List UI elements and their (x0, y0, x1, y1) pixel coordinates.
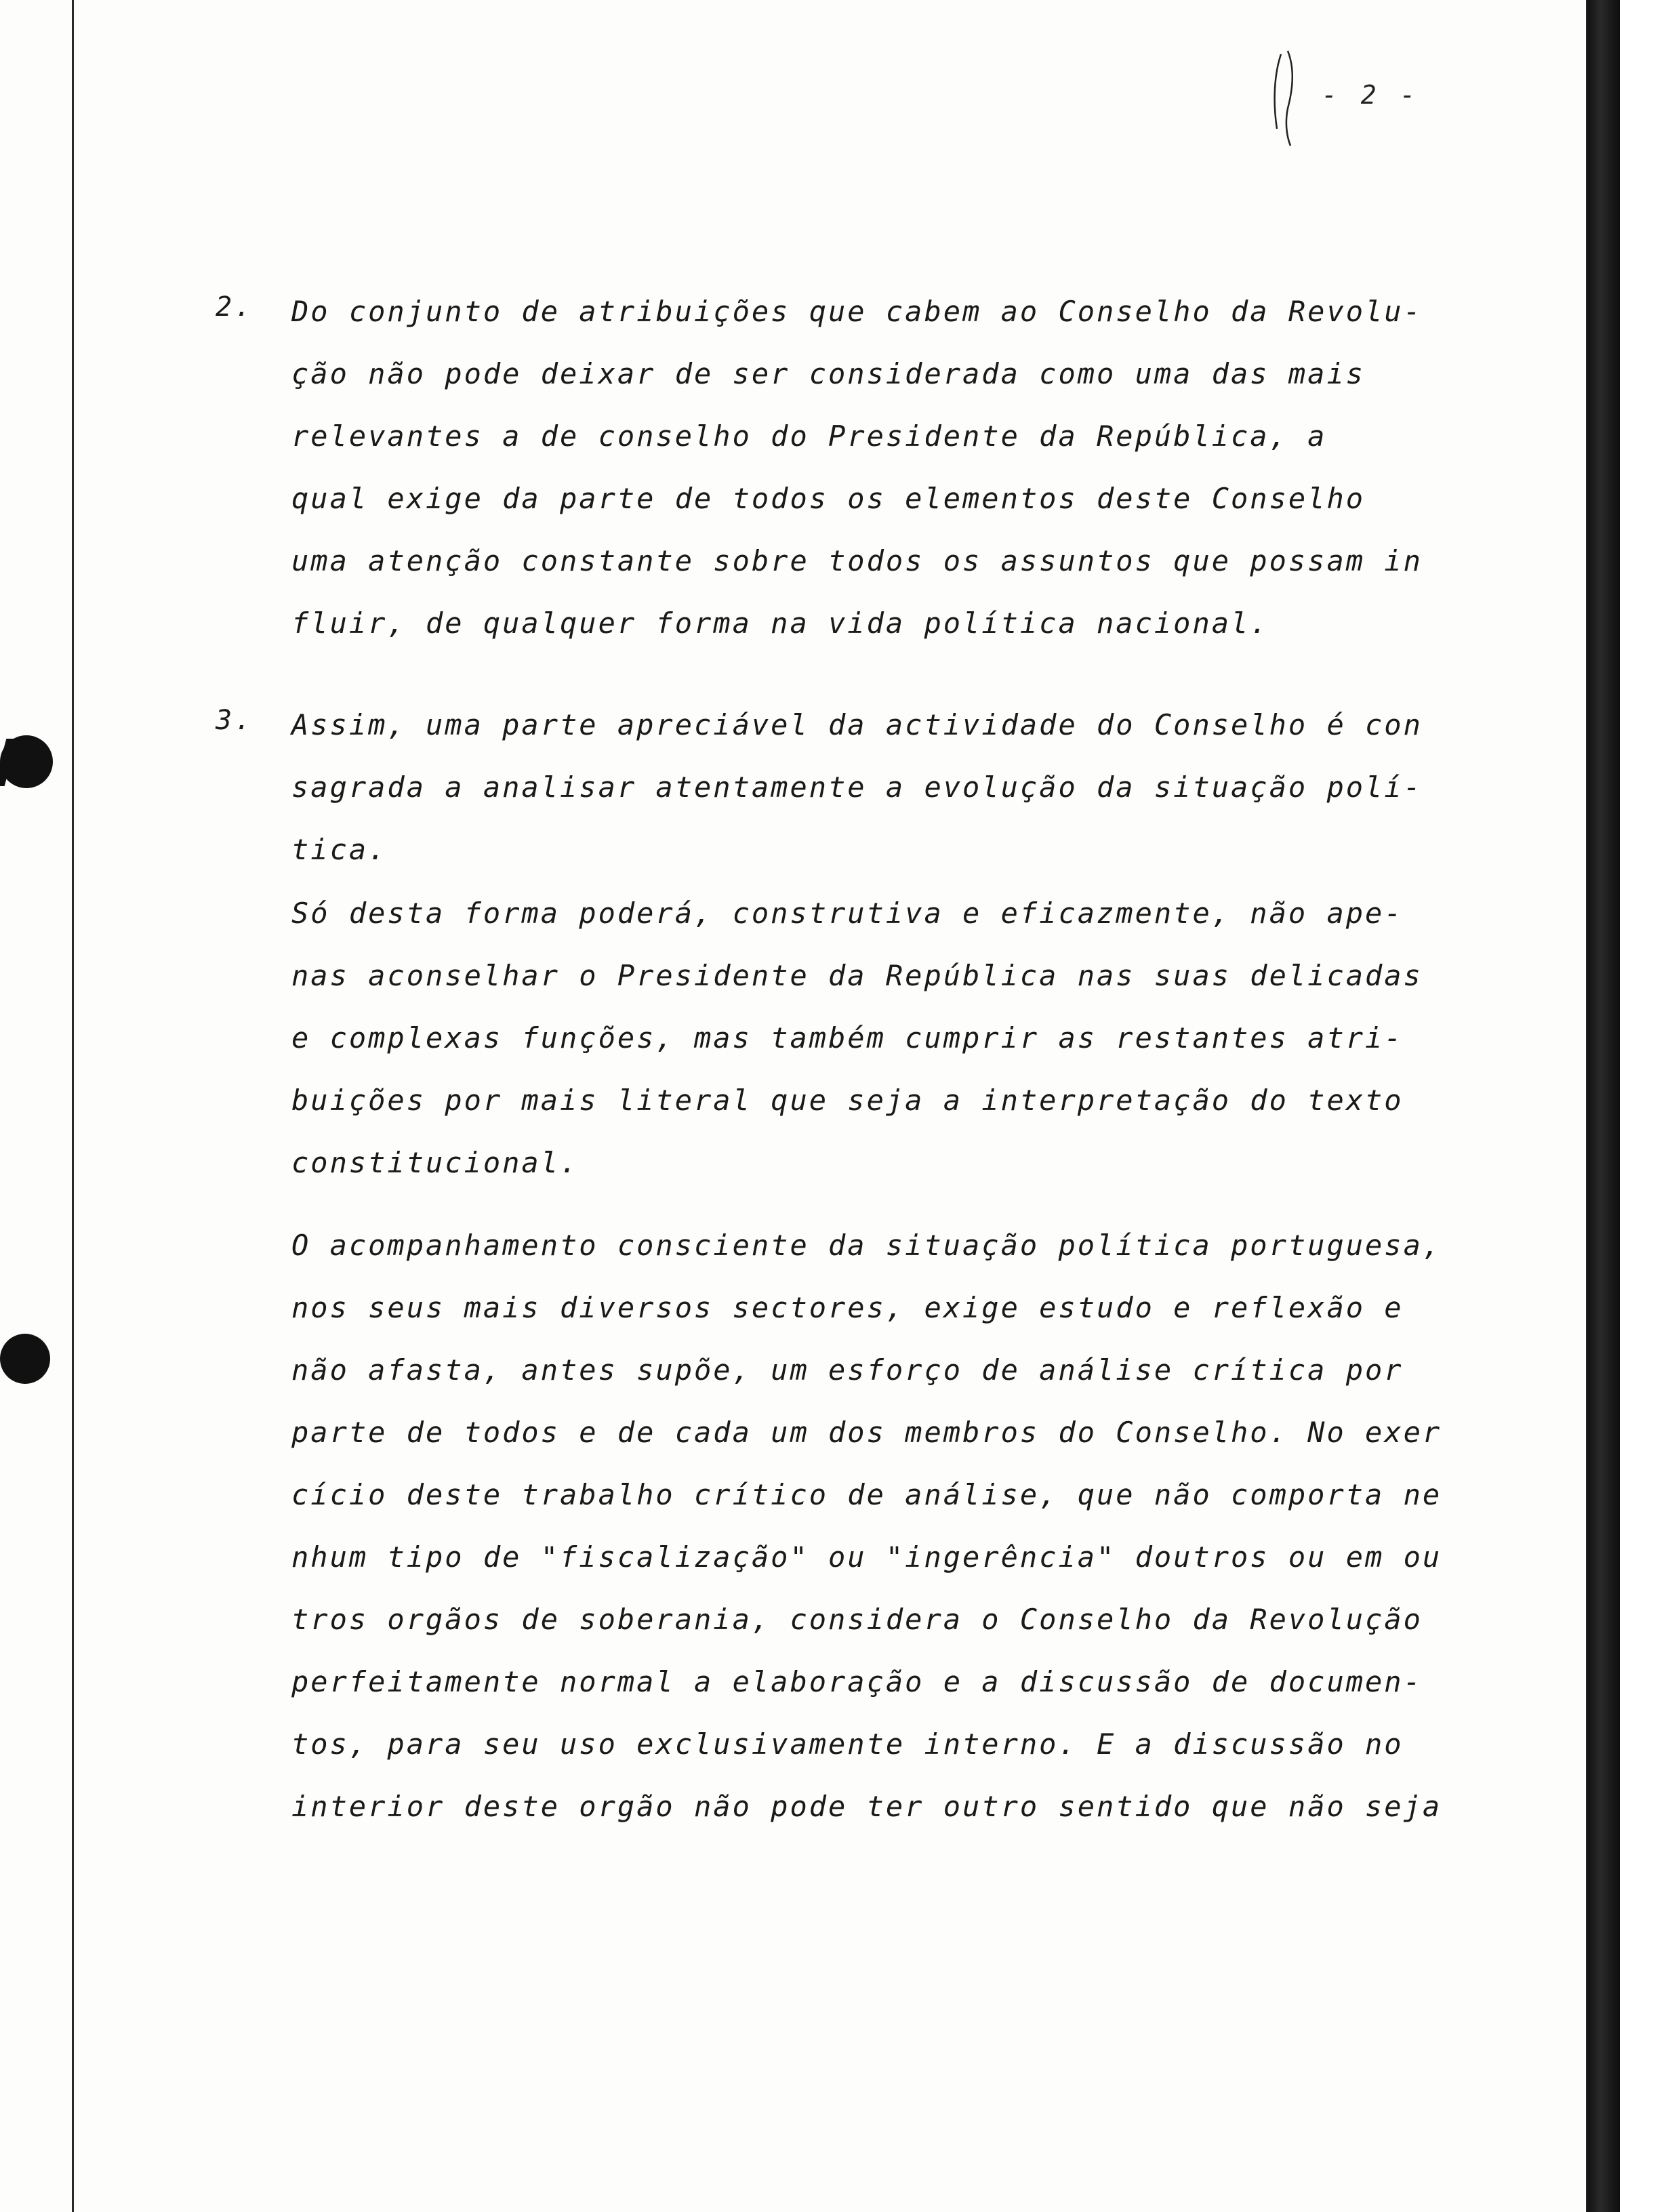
text-line: sagrada a analisar atentamente a evolução da situação polí- (291, 771, 1423, 804)
text-line: buições por mais literal que seja a interpretação do texto (291, 1084, 1404, 1117)
scan-right-edge (1586, 0, 1670, 2212)
text-line: e complexas funções, mas também cumprir as restantes atri- (291, 1021, 1404, 1054)
page-number: - 2 - (1322, 80, 1420, 110)
text-line: nas aconselhar o Presidente da República nas suas delicadas (291, 959, 1423, 992)
text-line: não afasta, antes supõe, um esforço de análise crítica por (291, 1353, 1404, 1387)
text-line: Só desta forma poderá, construtiva e eficazmente, não ape- (291, 897, 1404, 930)
text-line: uma atenção constante sobre todos os assuntos que possam in (291, 544, 1423, 577)
text-line: Assim, uma parte apreciável da actividade do Conselho é con (291, 708, 1423, 741)
section-number: 3. (216, 705, 254, 736)
section-number: 2. (216, 291, 254, 323)
text-line: O acompanhamento consciente da situação política portuguesa, (291, 1229, 1442, 1262)
text-line: nos seus mais diversos sectores, exige estudo e reflexão e (291, 1291, 1404, 1324)
edge-shadow (1587, 0, 1620, 2212)
text-line: interior deste orgão não pode ter outro sentido que não seja (291, 1790, 1442, 1823)
punch-hole-bottom (0, 1334, 50, 1384)
text-line: ção não pode deixar de ser considerada como uma das mais (291, 357, 1366, 390)
handwritten-initials (1267, 47, 1308, 149)
text-line: qual exige da parte de todos os elementos deste Conselho (291, 482, 1366, 515)
text-line: cício deste trabalho crítico de análise, que não comporta ne (291, 1478, 1442, 1511)
text-line: nhum tipo de "fiscalização" ou "ingerência" doutros ou em ou (291, 1540, 1442, 1574)
text-line: relevantes a de conselho do Presidente da República, a (291, 419, 1327, 453)
text-line: fluir, de qualquer forma na vida política nacional. (291, 607, 1269, 640)
text-line: tros orgãos de soberania, considera o Conselho da Revolução (291, 1603, 1423, 1636)
text-line: constitucional. (291, 1146, 579, 1179)
text-line: parte de todos e de cada um dos membros do Conselho. No exer (291, 1416, 1442, 1449)
text-line: tica. (291, 833, 388, 866)
text-line: Do conjunto de atribuições que cabem ao Conselho da Revolu- (291, 295, 1423, 328)
text-line: tos, para seu uso exclusivamente interno. E a discussão no (291, 1727, 1404, 1761)
text-line: perfeitamente normal a elaboração e a discussão de documen- (291, 1665, 1423, 1698)
left-margin-line (72, 0, 74, 2212)
